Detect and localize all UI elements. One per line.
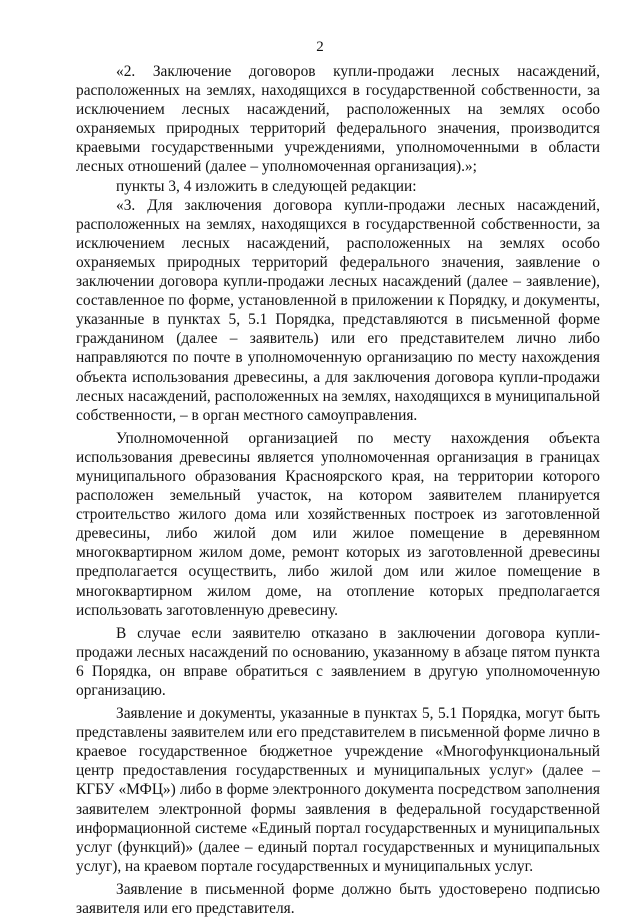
paragraph-signature-requirement: Заявление в письменной форме должно быть удостоверено подписью заявителя или его представителя.: [76, 880, 600, 918]
paragraph-clause-3: «3. Для заключения договора купли-продажи лесных насаждений, расположенных на землях, находящихся в государственной собственности, за исключением лесных насаждений, расположенных на землях особо охраняемых природных территорий федерального значения, заявление о заключении договора купли-продажи лесных насаждений (далее – заявление), составленное по форме, установленной в приложении к Порядку, и документы, указанные в пунктах 5, 5.1 Порядка, представляются в письменной форме гражданином (далее – заявитель) или его представителем лично либо направляются по почте в уполномоченную организацию по месту нахождения объекта использования древесины, а для заключения договора купли-продажи лесных насаждений, расположенных на землях, находящихся в муниципальной собственности, – в орган местного самоуправления.: [76, 196, 600, 424]
page-number: 2: [316, 39, 324, 55]
paragraph-clause-2: «2. Заключение договоров купли-продажи лесных насаждений, расположенных на землях, находящихся в государственной собственности, за исключением лесных насаждений, расположенных на землях особо охраняемых природных территорий федерального значения, производится краевыми государственными учреждениями, уполномоченными в области лесных отношений (далее – уполномоченная организация).»;: [76, 63, 600, 176]
paragraph-amendment-intro: пункты 3, 4 изложить в следующей редакции:: [116, 177, 417, 195]
paragraph-refusal-case: В случае если заявителю отказано в заключении договора купли-продажи лесных насаждений по основанию, указанному в абзаце пятом пункта 6 Порядка, он вправе обратиться с заявлением в другую уполномоченную организацию.: [76, 624, 600, 699]
document-body: [76, 62, 600, 918]
paragraph-submission-methods: Заявление и документы, указанные в пунктах 5, 5.1 Порядка, могут быть представлены заявителем или его представителем в письменной форме лично в краевое государственное бюджетное учреждение «Многофункциональный центр предоставления государственных и муниципальных услуг» (далее – КГБУ «МФЦ») либо в форме электронного документа посредством заполнения заявителем электронной формы заявления в федеральной государственной информационной системе «Единый портал государственных и муниципальных услуг (функций)» (далее – единый портал государственных и муниципальных услуг), на краевом портале государственных и муниципальных услуг.: [76, 705, 600, 875]
paragraph-authorized-organization: Уполномоченной организацией по месту нахождения объекта использования древесины является уполномоченная организация в границах муниципального образования Красноярского края, на территории которого расположен земельный участок, на котором заявителем планируется строительство жилого дома или хозяйственных построек из заготовленной древесины, либо жилой дом или жилое помещение в деревянном многоквартирном жилом доме, ремонт которых из заготовленной древесины предполагается осуществить, либо жилой дом или жилое помещение в многоквартирном жилом доме, на отопление которых предполагается использовать заготовленную древесину.: [76, 429, 600, 619]
